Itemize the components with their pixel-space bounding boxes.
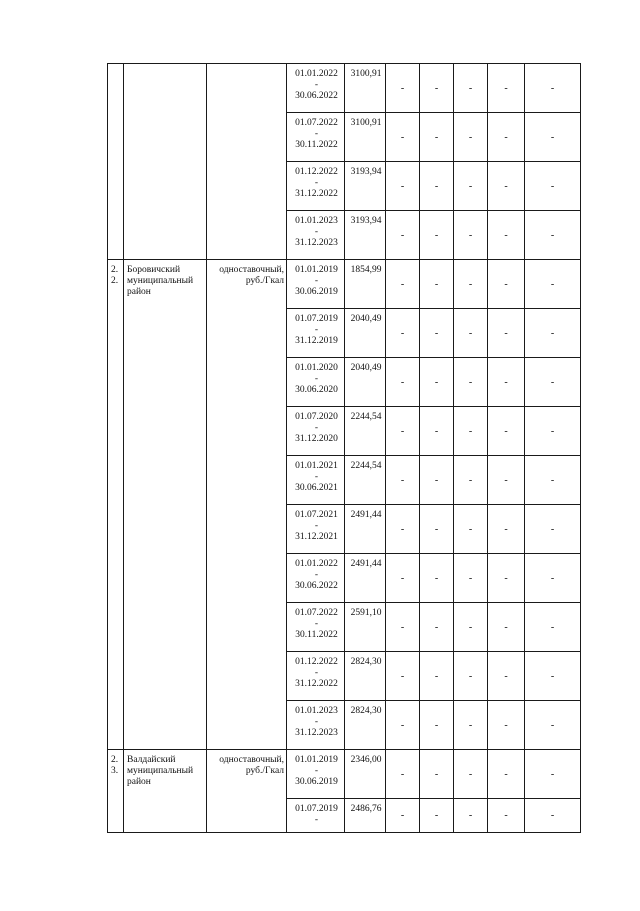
period-cell bbox=[287, 113, 345, 162]
empty-value-cell: - bbox=[454, 162, 488, 211]
period-from: 01.01.2022 bbox=[295, 559, 338, 569]
period-cell bbox=[287, 701, 345, 750]
empty-value-cell: - bbox=[454, 652, 488, 701]
period-sep: - bbox=[314, 129, 319, 139]
empty-value-cell: - bbox=[525, 309, 581, 358]
period-from: 01.01.2022 bbox=[295, 69, 338, 79]
empty-value-cell: - bbox=[454, 750, 488, 799]
period-to: 30.06.2022 bbox=[295, 581, 338, 591]
empty-value-cell: - bbox=[386, 407, 420, 456]
empty-value-cell: - bbox=[454, 603, 488, 652]
empty-value-cell: - bbox=[386, 603, 420, 652]
empty-value-cell: - bbox=[525, 162, 581, 211]
empty-value-cell: - bbox=[454, 64, 488, 113]
period-from: 01.01.2020 bbox=[295, 363, 338, 373]
empty-value-cell: - bbox=[525, 358, 581, 407]
municipality-name bbox=[124, 64, 207, 260]
empty-value-cell: - bbox=[488, 799, 525, 833]
period-sep: - bbox=[314, 668, 319, 678]
tariff-table bbox=[107, 63, 581, 833]
tariff-value: 3100,91 bbox=[345, 64, 386, 113]
tariff-value: 2824,30 bbox=[345, 652, 386, 701]
empty-value-cell: - bbox=[386, 113, 420, 162]
empty-value-cell: - bbox=[525, 64, 581, 113]
empty-value-cell: - bbox=[454, 358, 488, 407]
empty-value-cell: - bbox=[525, 701, 581, 750]
empty-value-cell: - bbox=[454, 211, 488, 260]
empty-value-cell: - bbox=[525, 652, 581, 701]
period-cell bbox=[287, 358, 345, 407]
tariff-value: 2824,30 bbox=[345, 701, 386, 750]
period-from: 01.01.2023 bbox=[295, 216, 338, 226]
period-sep: - bbox=[314, 374, 319, 384]
period-sep: - bbox=[314, 717, 319, 727]
tariff-value: 2244,54 bbox=[345, 407, 386, 456]
period-from: 01.07.2022 bbox=[295, 118, 338, 128]
period-cell bbox=[287, 652, 345, 701]
tariff-value: 2591,10 bbox=[345, 603, 386, 652]
empty-value-cell: - bbox=[420, 113, 454, 162]
period-to: 31.12.2022 bbox=[295, 189, 338, 199]
period-cell bbox=[287, 799, 345, 833]
empty-value-cell: - bbox=[454, 554, 488, 603]
tariff-value: 2040,49 bbox=[345, 309, 386, 358]
empty-value-cell: - bbox=[386, 456, 420, 505]
period-to: 30.06.2022 bbox=[295, 91, 338, 101]
tariff-value: 2491,44 bbox=[345, 554, 386, 603]
period-cell bbox=[287, 505, 345, 554]
table-row bbox=[108, 64, 581, 113]
tariff-value: 2346,00 bbox=[345, 750, 386, 799]
empty-value-cell: - bbox=[488, 260, 525, 309]
period-sep: - bbox=[314, 472, 319, 482]
row-number: 2. 3. bbox=[108, 750, 124, 833]
period-from: 01.01.2019 bbox=[295, 755, 338, 765]
empty-value-cell: - bbox=[386, 799, 420, 833]
empty-value-cell: - bbox=[454, 456, 488, 505]
empty-value-cell: - bbox=[386, 358, 420, 407]
empty-value-cell: - bbox=[420, 64, 454, 113]
empty-value-cell: - bbox=[488, 603, 525, 652]
empty-value-cell: - bbox=[386, 554, 420, 603]
period-from: 01.07.2019 bbox=[295, 314, 338, 324]
period-sep: - bbox=[314, 80, 319, 90]
empty-value-cell: - bbox=[454, 309, 488, 358]
empty-value-cell: - bbox=[488, 211, 525, 260]
municipality-name: Боровичский муниципальный район bbox=[124, 260, 207, 750]
empty-value-cell: - bbox=[420, 162, 454, 211]
period-sep: - bbox=[314, 227, 319, 237]
period-cell bbox=[287, 64, 345, 113]
empty-value-cell: - bbox=[488, 162, 525, 211]
empty-value-cell: - bbox=[454, 260, 488, 309]
empty-value-cell: - bbox=[454, 505, 488, 554]
empty-value-cell: - bbox=[525, 750, 581, 799]
tariff-value: 2244,54 bbox=[345, 456, 386, 505]
period-sep: - bbox=[314, 766, 319, 776]
period-from: 01.07.2022 bbox=[295, 608, 338, 618]
empty-value-cell: - bbox=[386, 701, 420, 750]
period-to: 31.12.2019 bbox=[295, 336, 338, 346]
empty-value-cell: - bbox=[525, 505, 581, 554]
empty-value-cell: - bbox=[386, 211, 420, 260]
empty-value-cell: - bbox=[386, 505, 420, 554]
period-to: 31.12.2021 bbox=[295, 532, 338, 542]
empty-value-cell: - bbox=[454, 701, 488, 750]
period-cell bbox=[287, 260, 345, 309]
period-from: 01.01.2021 bbox=[295, 461, 338, 471]
period-from: 01.12.2022 bbox=[295, 657, 338, 667]
empty-value-cell: - bbox=[386, 309, 420, 358]
period-to: 31.12.2023 bbox=[295, 238, 338, 248]
period-cell bbox=[287, 309, 345, 358]
period-to: 31.12.2022 bbox=[295, 679, 338, 689]
tariff-value: 3193,94 bbox=[345, 162, 386, 211]
empty-value-cell: - bbox=[488, 309, 525, 358]
period-sep: - bbox=[314, 325, 319, 335]
row-number: 2. 2. bbox=[108, 260, 124, 750]
empty-value-cell: - bbox=[420, 652, 454, 701]
period-sep: - bbox=[314, 570, 319, 580]
table-row bbox=[108, 750, 581, 799]
empty-value-cell: - bbox=[488, 505, 525, 554]
period-from: 01.07.2021 bbox=[295, 510, 338, 520]
empty-value-cell: - bbox=[488, 652, 525, 701]
row-number bbox=[108, 64, 124, 260]
period-sep: - bbox=[314, 423, 319, 433]
tariff-unit: одноставочный, руб./Гкал bbox=[207, 750, 287, 833]
empty-value-cell: - bbox=[488, 750, 525, 799]
period-sep: - bbox=[314, 815, 319, 825]
period-from: 01.07.2020 bbox=[295, 412, 338, 422]
empty-value-cell: - bbox=[525, 799, 581, 833]
tariff-value: 1854,99 bbox=[345, 260, 386, 309]
empty-value-cell: - bbox=[420, 407, 454, 456]
tariff-unit bbox=[207, 64, 287, 260]
period-to: 30.06.2019 bbox=[295, 777, 338, 787]
table-row bbox=[108, 260, 581, 309]
empty-value-cell: - bbox=[420, 554, 454, 603]
period-sep: - bbox=[314, 619, 319, 629]
tariff-unit: одноставочный, руб./Гкал bbox=[207, 260, 287, 750]
period-to: 30.06.2021 bbox=[295, 483, 338, 493]
empty-value-cell: - bbox=[420, 505, 454, 554]
empty-value-cell: - bbox=[454, 799, 488, 833]
empty-value-cell: - bbox=[488, 701, 525, 750]
period-to: 31.12.2023 bbox=[295, 728, 338, 738]
period-from: 01.07.2019 bbox=[295, 804, 338, 814]
empty-value-cell: - bbox=[420, 309, 454, 358]
period-cell bbox=[287, 162, 345, 211]
empty-value-cell: - bbox=[420, 211, 454, 260]
empty-value-cell: - bbox=[525, 211, 581, 260]
empty-value-cell: - bbox=[386, 652, 420, 701]
empty-value-cell: - bbox=[420, 701, 454, 750]
empty-value-cell: - bbox=[488, 456, 525, 505]
empty-value-cell: - bbox=[488, 407, 525, 456]
period-to: 31.12.2020 bbox=[295, 434, 338, 444]
tariff-value: 2040,49 bbox=[345, 358, 386, 407]
empty-value-cell: - bbox=[454, 113, 488, 162]
empty-value-cell: - bbox=[525, 554, 581, 603]
empty-value-cell: - bbox=[420, 799, 454, 833]
period-to: 30.06.2019 bbox=[295, 287, 338, 297]
municipality-name: Валдайский муниципальный район bbox=[124, 750, 207, 833]
empty-value-cell: - bbox=[420, 358, 454, 407]
period-sep: - bbox=[314, 178, 319, 188]
empty-value-cell: - bbox=[525, 113, 581, 162]
period-from: 01.12.2022 bbox=[295, 167, 338, 177]
empty-value-cell: - bbox=[420, 603, 454, 652]
period-cell bbox=[287, 750, 345, 799]
period-to: 30.11.2022 bbox=[295, 630, 338, 640]
period-sep: - bbox=[314, 521, 319, 531]
empty-value-cell: - bbox=[386, 64, 420, 113]
empty-value-cell: - bbox=[525, 603, 581, 652]
period-cell bbox=[287, 407, 345, 456]
empty-value-cell: - bbox=[488, 113, 525, 162]
empty-value-cell: - bbox=[488, 358, 525, 407]
empty-value-cell: - bbox=[386, 750, 420, 799]
empty-value-cell: - bbox=[525, 407, 581, 456]
empty-value-cell: - bbox=[488, 554, 525, 603]
tariff-value: 3193,94 bbox=[345, 211, 386, 260]
empty-value-cell: - bbox=[454, 407, 488, 456]
tariff-value: 2486,76 bbox=[345, 799, 386, 833]
period-from: 01.01.2019 bbox=[295, 265, 338, 275]
empty-value-cell: - bbox=[420, 260, 454, 309]
empty-value-cell: - bbox=[420, 750, 454, 799]
period-cell bbox=[287, 211, 345, 260]
empty-value-cell: - bbox=[420, 456, 454, 505]
period-sep: - bbox=[314, 276, 319, 286]
tariff-value: 3100,91 bbox=[345, 113, 386, 162]
empty-value-cell: - bbox=[488, 64, 525, 113]
period-cell bbox=[287, 456, 345, 505]
tariff-value: 2491,44 bbox=[345, 505, 386, 554]
tariff-table-body bbox=[108, 64, 581, 833]
empty-value-cell: - bbox=[525, 456, 581, 505]
period-from: 01.01.2023 bbox=[295, 706, 338, 716]
period-cell bbox=[287, 603, 345, 652]
period-cell bbox=[287, 554, 345, 603]
empty-value-cell: - bbox=[525, 260, 581, 309]
empty-value-cell: - bbox=[386, 260, 420, 309]
period-to: 30.06.2020 bbox=[295, 385, 338, 395]
empty-value-cell: - bbox=[386, 162, 420, 211]
period-to: 30.11.2022 bbox=[295, 140, 338, 150]
